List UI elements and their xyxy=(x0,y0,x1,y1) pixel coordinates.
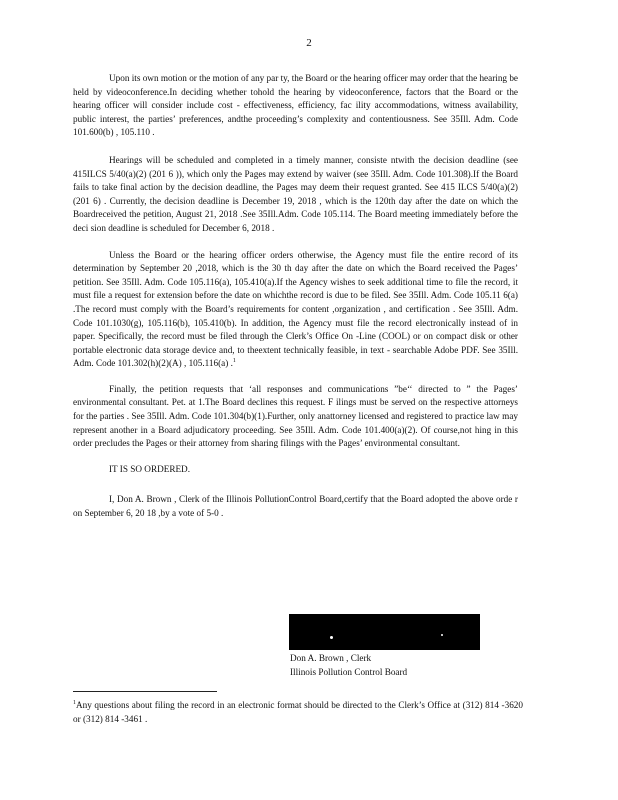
paragraph-communications: Finally, the petition requests that ‘all responses and communications ”be‘‘ directed to ” the Pages’ environmental consultant. Pet. at 1.The Board declines this request. F ilings must be served on the respective attorneys for the parties . See 35Ill. Adm. Code 101.304(b)(1).Further, only anattorney licensed and registered to practice law may represent another in a Board adjudicatory proceeding. See 35Ill. Adm. Code 101.400(a)(2). Of course,not hing in this order precludes the Pages or their attorney from sharing filings with the Pages’ environmental consultant. xyxy=(73,383,518,449)
signer-organization: Illinois Pollution Control Board xyxy=(290,666,408,677)
redacted-signature xyxy=(289,614,480,650)
footnote-reference: 1 xyxy=(232,358,236,365)
paragraph-hearings: Hearings will be scheduled and completed in a timely manner, consiste ntwith the decision deadline (see 415ILCS 5/40(a)(2) (201 6 )), which only the Pages may extend by waiver (see 35Ill. Adm. Code 101.308).If the Board fails to take final action by the decision deadline, the Pages may deem their request granted. See 415 ILCS 5/40(a)(2) (201 6) . Currently, the decision deadline is December 19, 2018 , which is the 120th day after the date on which the Boardreceived the petition, August 21, 2018 .See 35Ill.Adm. Code 105.114. The Board meeting immediately before the deci sion deadline is scheduled for December 6, 2018 . xyxy=(73,154,518,233)
footnote xyxy=(73,699,523,726)
footnote-marker: 1 xyxy=(73,699,76,706)
signature-block xyxy=(290,652,407,679)
footnote-divider xyxy=(73,691,217,692)
order-statement: IT IS SO ORDERED. xyxy=(109,463,190,474)
clerk-certification: I, Don A. Brown , Clerk of the Illinois PollutionControl Board,certify that the Board adopted the above orde r on September 6, 20 18 ,by a vote of 5-0 . xyxy=(73,494,518,519)
footnote-text: Any questions about filing the record in an electronic format should be directed to the Clerk’s Office at (312) 814 -3620 or (312) 814 -3461 . xyxy=(73,700,523,724)
paragraph-record-text: Unless the Board or the hearing officer orders otherwise, the Agency must file the entire record of its determination by September 20 ,2018, which is the 30 th day after the date on which the Board received the Pages’ petition. See 35Ill. Adm. Code 105.116(a), 105.410(a).If the Agency wishes to seek additional time to file the record, it must file a request for extension before the date on whichthe record is due to be filed. See 35Ill. Adm. Code 105.11 6(a) .The record must comply with the Board’s requirements for content ,organization , and certification . See 35Ill. Adm. Code 101.1030(g), 105.116(b), 105.410(b). In addition, the Agency must file the record electronically instead of in paper. Specifically, the record must be filed through the Clerk’s Office On -Line (COOL) or on compact disk or other portable electronic data storage device and, to theextent technically feasible, in text - searchable Adobe PDF. See 35Ill. Adm. Code 101.302(h)(2)(A) , 105.116(a) . xyxy=(73,249,518,369)
signature-mark xyxy=(441,634,443,636)
signature-mark xyxy=(330,636,333,639)
signer-name: Don A. Brown , Clerk xyxy=(290,653,372,663)
document-body xyxy=(73,72,518,521)
page-number: 2 xyxy=(306,37,312,49)
paragraph-record xyxy=(73,249,518,371)
paragraph-videoconference: Upon its own motion or the motion of any par ty, the Board or the hearing officer may order that the hearing be held by videoconference.In deciding whether tohold the hearing by videoconference, factors that the Board or the hearing officer will consider include cost - effectiveness, efficiency, fac ility accommodations, witness availability, public interest, the parties’ preferences, andthe proceeding’s complexity and contentiousness. See 35Ill. Adm. Code 101.600(b) , 105.110 . xyxy=(73,73,518,138)
